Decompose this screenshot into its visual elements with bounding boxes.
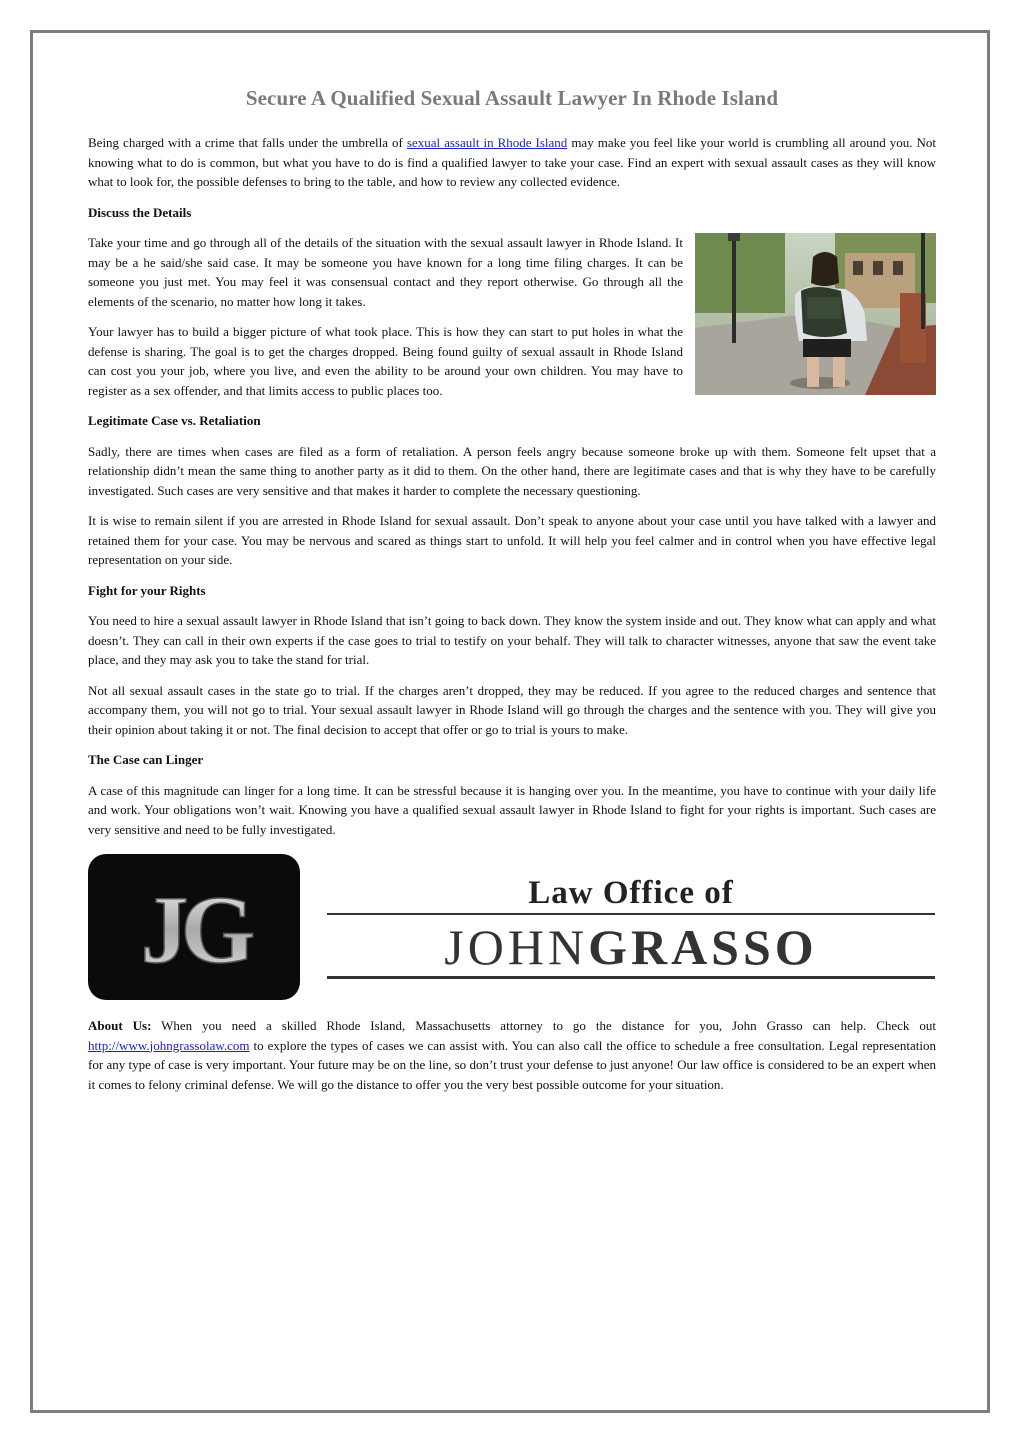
page-title: Secure A Qualified Sexual Assault Lawyer In Rhode Island xyxy=(245,86,779,110)
name-part-john: JOHN xyxy=(444,919,589,975)
about-paragraph xyxy=(88,1016,936,1094)
section-heading-details: Discuss the Details xyxy=(88,204,192,220)
details-paragraph-2: Your lawyer has to build a bigger picture of what took place. This is how they can start to put holes in what the defense is sharing. The goal is to get the charges dropped. Being found guilty of sexual assault in Rhode Island can cost you your job, where you live, and even the ability to be around your own children. You may have to register as a sex offender, and that limits access to public places too. xyxy=(88,324,683,398)
law-office-wordmark xyxy=(326,875,936,979)
name-part-grasso: GRASSO xyxy=(588,919,818,975)
about-text-2: to explore the types of cases we can assist with. You can also call the office to schedule a free consultation. Legal representation for any type of case is very important. Your future may be on the line, so don’t trust your defense to just anyone! Our law office is considered to be an expert when it comes to felony criminal defense. We will go the distance to offer you the very best possible outcome for your situation. xyxy=(88,1037,936,1092)
intro-text-after: may make you feel like your world is crumbling all around you. Not knowing what to do is common, but what you have to do is find a qualified lawyer to take your case. Find an expert with sexual assault cases as they will know what to look for, the possible defenses to bring to the table, and how to review any collected evidence. xyxy=(88,135,936,189)
intro-paragraph xyxy=(88,133,936,192)
rights-paragraph-1: You need to hire a sexual assault lawyer in Rhode Island that isn’t going to back down. They know the system inside and out. They know what can apply and what doesn’t. They can call in their own experts if the case goes to trial to testify on your behalf. They will talk to character witnesses, anyone that saw the event take place, and they may ask you to take the stand for trial. xyxy=(88,613,936,667)
section-heading-retaliation: Legitimate Case vs. Retaliation xyxy=(88,413,261,428)
about-text-1: When you need a skilled Rhode Island, Massachusetts attorney to go the distance for you, John Grasso can help. Check out xyxy=(151,1018,936,1033)
jg-monogram xyxy=(88,854,300,1000)
john-grasso-text xyxy=(444,918,817,976)
student-backpack-photo xyxy=(695,233,936,395)
rights-paragraph-2: Not all sexual assault cases in the state go to trial. If the charges aren’t dropped, they may be reduced. If you agree to the reduced charges and sentence that accompany them, you will not go to trial. Your sexual assault lawyer in Rhode Island will go through the charges and the sentence with you. They will give you their opinion about taking it or not. The final decision to accept that offer or go to trial is yours to make. xyxy=(88,682,936,737)
document-body xyxy=(88,86,936,1105)
logo-rule-top xyxy=(327,913,935,915)
law-office-of-text: Law Office of xyxy=(528,875,734,911)
intro-text-before: Being charged with a crime that falls under the umbrella of xyxy=(88,135,407,150)
details-paragraph-1: Take your time and go through all of the details of the situation with the sexual assault lawyer in Rhode Island. It may be a he said/she said case. It may be someone you have known for a long time filing charges. It can be someone you just met. You may feel it was consensual contact and they report otherwise. Go through all the elements of the scenario, no matter how long it takes. xyxy=(88,235,683,309)
section-heading-rights: Fight for your Rights xyxy=(88,582,206,598)
retaliation-paragraph-2: It is wise to remain silent if you are arrested in Rhode Island for sexual assault. Don’t speak to anyone about your case until you have talked with a lawyer and retained them for your case. You may be nervous and scared as things start to unfold. It will help you feel calmer and in control when you have effective legal representation on your side. xyxy=(88,513,936,567)
logo-rule-bottom xyxy=(327,976,935,979)
law-office-logo xyxy=(88,854,936,1000)
linger-paragraph-1: A case of this magnitude can linger for a long time. It can be stressful because it is hanging over you. In the meantime, you have to continue with your daily life and work. Your obligations won’t wait. Knowing you have a qualified sexual assault lawyer in Rhode Island to fight for your rights is important. Such cases are very sensitive and need to be fully investigated. xyxy=(88,782,936,837)
section-heading-linger: The Case can Linger xyxy=(88,752,204,767)
about-label: About Us: xyxy=(88,1018,152,1033)
sexual-assault-link[interactable]: sexual assault in Rhode Island xyxy=(406,135,568,150)
johngrassolaw-link[interactable]: http://www.johngrassolaw.com xyxy=(88,1037,250,1053)
retaliation-paragraph-1: Sadly, there are times when cases are filed as a form of retaliation. A person feels angry because someone broke up with them. Someone felt upset that a relationship didn’t mean the same thing to another party as it did to them. On the other hand, there are legitimate cases and that is why they have to be carefully investigated. Such cases are very sensitive and that makes it harder to complete the necessary questioning. xyxy=(88,443,936,498)
jg-monogram-text: JG xyxy=(140,876,248,983)
